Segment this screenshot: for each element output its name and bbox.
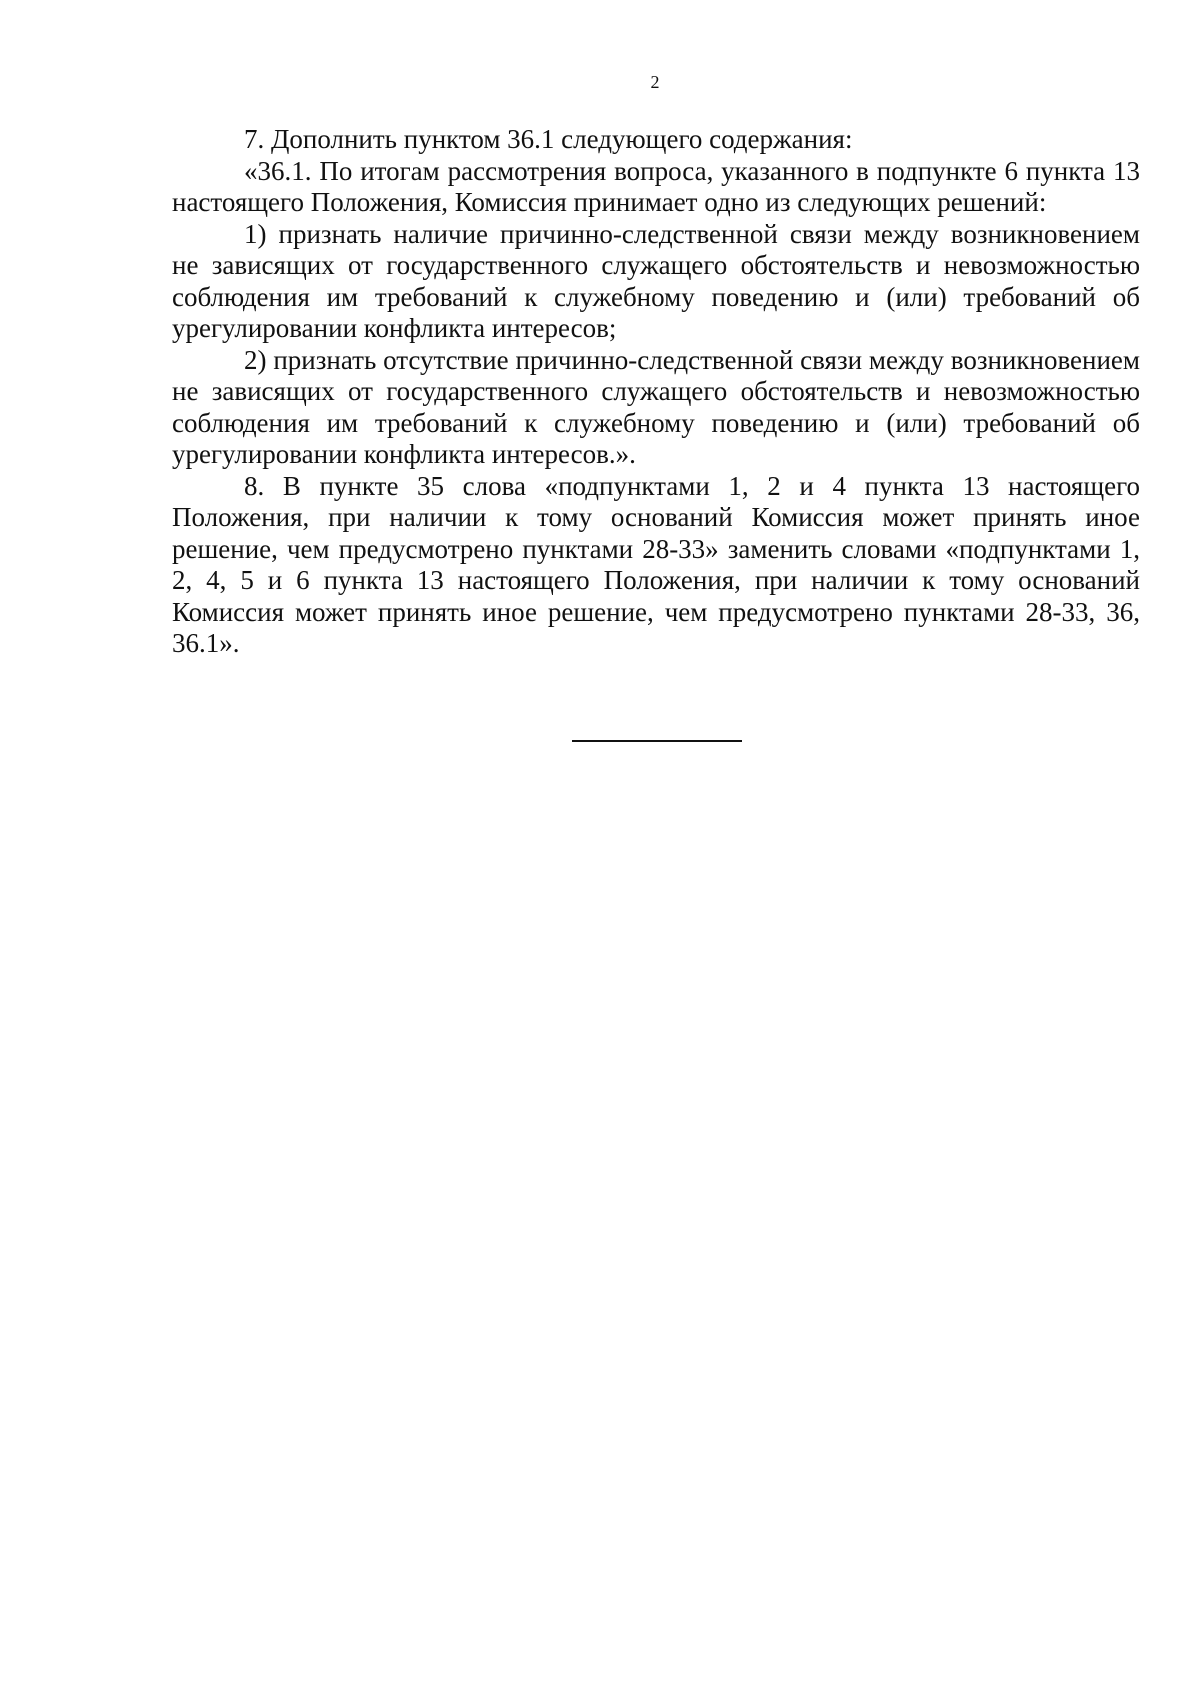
paragraph-item-8: 8. В пункте 35 слова «подпунктами 1, 2 и 4 пункта 13 настоящего Положения, при наличии к тому оснований Комиссия может принять иное решение, чем предусмотрено пунктами 28-33» заменить словами «подпунктами 1, 2, 4, 5 и 6 пункта 13 настоящего Положения, при наличии к тому оснований Комиссия может принять иное решение, чем предусмотрено пунктами 28-33, 36, 36.1». — [172, 470, 1140, 658]
page-number: 2 — [650, 72, 660, 92]
document-body — [172, 124, 1140, 660]
end-of-text-rule — [572, 740, 742, 742]
paragraph-subitem-1: 1) признать наличие причинно-следственной связи между возникновением не зависящих от государственного служащего обстоятельств и невозможностью соблюдения им требований к служебному поведению и (или) требований об урегулировании конфликта интересов; — [172, 218, 1140, 343]
paragraph-subitem-2: 2) признать отсутствие причинно-следственной связи между возникновением не зависящих от государственного служащего обстоятельств и невозможностью соблюдения им требований к служебному поведению и (или) требований об урегулировании конфликта интересов.». — [172, 344, 1140, 469]
paragraph-item-36-1: «36.1. По итогам рассмотрения вопроса, указанного в подпункте 6 пункта 13 настоящего Положения, Комиссия принимает одно из следующих решений: — [172, 155, 1140, 217]
paragraph-item-7: 7. Дополнить пунктом 36.1 следующего содержания: — [244, 124, 853, 154]
